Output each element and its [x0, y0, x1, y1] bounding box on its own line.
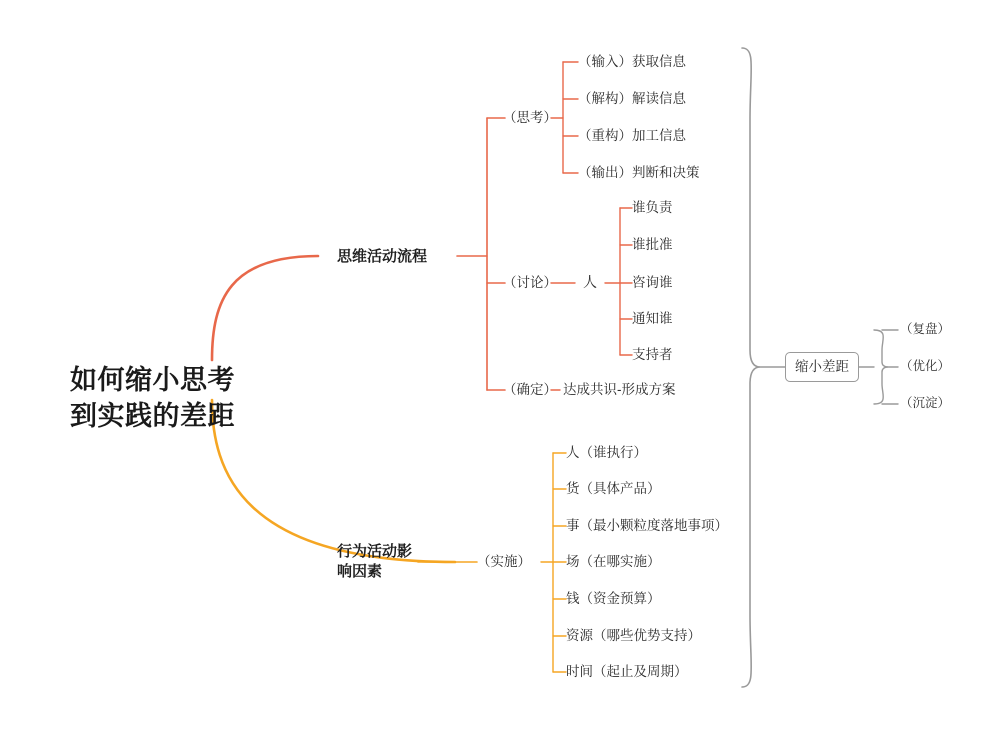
leaf-item[interactable]: 时间（起止及周期） [566, 664, 688, 679]
group-confirm-label[interactable]: （确定） [503, 382, 557, 397]
branch-thinking-process-label[interactable]: 思维活动流程 [337, 248, 428, 265]
branch-behavior-label-line2: 响因素 [337, 563, 383, 581]
leaf-item[interactable]: （输出）判断和决策 [578, 165, 700, 180]
root-label-line1: 如何缩小思考 [70, 365, 235, 395]
group-thinking-label[interactable]: （思考） [503, 110, 557, 125]
branch-behavior-factors-label[interactable] [337, 542, 412, 583]
leaf-item[interactable]: 资源（哪些优势支持） [566, 628, 701, 643]
group-confirm-inline-label[interactable]: 达成共识-形成方案 [563, 382, 676, 397]
leaf-item[interactable]: 谁批准 [632, 237, 673, 252]
leaf-item[interactable]: （重构）加工信息 [578, 128, 686, 143]
root-label-line2: 到实践的差距 [70, 401, 235, 432]
leaf-item[interactable]: 人（谁执行） [566, 445, 647, 460]
leaf-item[interactable]: 钱（资金预算） [566, 591, 661, 606]
branch-behavior-label-line1: 行为活动影 [337, 543, 413, 560]
leaf-item[interactable]: 场（在哪实施） [566, 554, 661, 569]
root-node[interactable] [70, 362, 235, 435]
group-discussion-label[interactable]: （讨论） [503, 275, 557, 290]
leaf-item[interactable]: （解构）解读信息 [578, 91, 686, 106]
summary-item[interactable]: （复盘） [900, 322, 951, 336]
leaf-item[interactable]: 咨询谁 [632, 275, 673, 290]
group-execution-label[interactable]: （实施） [477, 554, 531, 569]
leaf-item[interactable]: 货（具体产品） [566, 481, 661, 496]
leaf-item[interactable]: 通知谁 [632, 311, 673, 326]
leaf-item[interactable]: 事（最小颗粒度落地事项） [566, 518, 728, 533]
summary-node[interactable]: 缩小差距 [785, 352, 859, 382]
group-discussion-mid-label[interactable]: 人 [583, 274, 597, 290]
summary-item[interactable]: （优化） [900, 359, 951, 373]
summary-item[interactable]: （沉淀） [900, 396, 951, 410]
leaf-item[interactable]: 支持者 [632, 347, 673, 362]
leaf-item[interactable]: （输入）获取信息 [578, 54, 686, 69]
leaf-item[interactable]: 谁负责 [632, 200, 673, 215]
